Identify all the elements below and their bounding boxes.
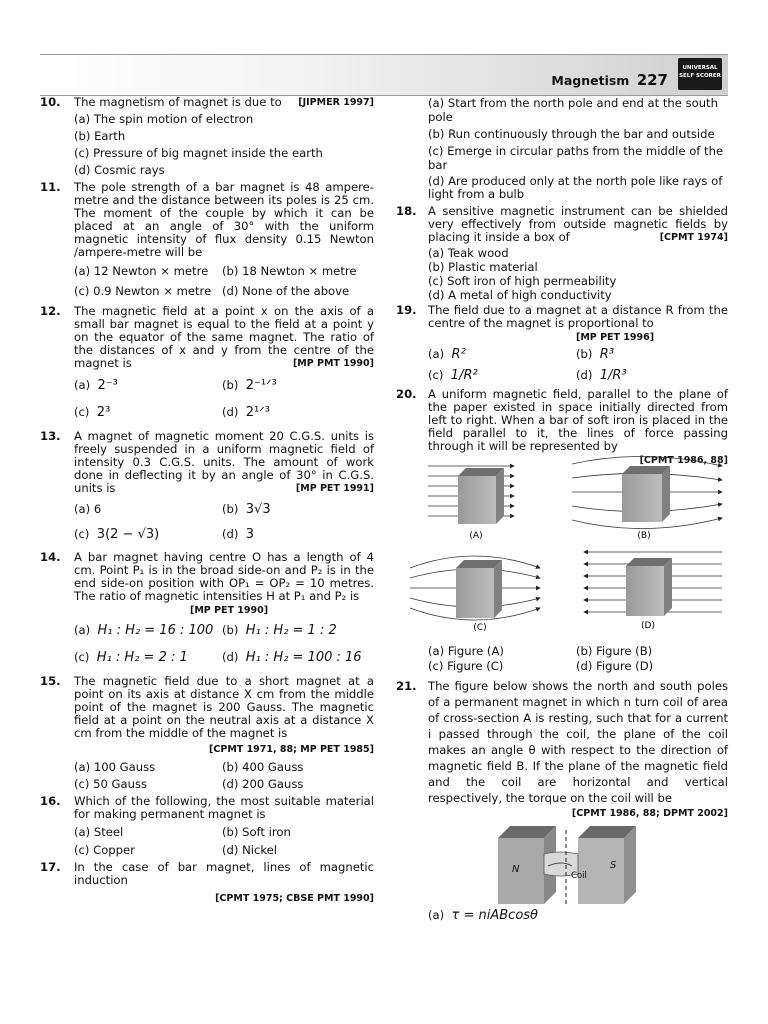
figure-a: [428, 466, 514, 541]
question-12: 12. The magnetic field at a point x on the axis of a small bar magnet is equal to the field at a point y on the equator of the same magnet. The ratio of the distances of x and y from the centre of the magnet is [MP PMT 1990]: [40, 304, 374, 370]
chapter-title: [551, 71, 668, 89]
q19-options-cd: (c) 1/R² (d) 1/R³: [428, 368, 627, 383]
q10-option-b: (b) Earth: [74, 129, 126, 143]
q17-option-d: (d) Are produced only at the north pole like rays of light from a bulb: [428, 174, 723, 201]
question-11: 11. The pole strength of a bar magnet is 48 ampere-metre and the distance between its poles is 25 cm. The moment of the couple by which it can be placed at an angle of 30° with the uniform magnetic intensity of flux density 0.15 Newton /ampere-metre will be: [40, 180, 374, 259]
q21-magnet-figure: [492, 820, 642, 906]
q19-options-ab: (a) R² (b) R³: [428, 347, 615, 362]
figure-c-label: (C): [473, 623, 487, 633]
question-18: 18. A sensitive magnetic instrument can be shielded very effectively from outside magnetic fields by placing it inside a box of [CPMT 1974]: [396, 204, 728, 244]
figure-d: [584, 552, 722, 631]
q15-options-ab: (a) 100 Gauss (b) 400 Gauss: [74, 760, 304, 774]
question-20: 20. A uniform magnetic field, parallel to the plane of the paper existed in space initially directed from left to right. When a bar of soft iron is placed in the field parallel to it, the lines of force passing through it will be represented by: [396, 387, 728, 453]
figure-d-label: (D): [641, 621, 655, 631]
q20-options-cd: (c) Figure (C) (d) Figure (D): [428, 659, 654, 673]
q18-option-b: (b) Plastic material: [428, 260, 538, 274]
q15-reference: [CPMT 1971, 88; MP PET 1985]: [209, 744, 374, 755]
q18-option-d: (d) A metal of high conductivity: [428, 288, 612, 302]
q10-option-c: (c) Pressure of big magnet inside the earth: [74, 146, 323, 160]
q21-reference: [CPMT 1986, 88; DPMT 2002]: [571, 808, 728, 819]
q18-option-c: (c) Soft iron of high permeability: [428, 274, 617, 288]
q18-option-a: (a) Teak wood: [428, 246, 509, 260]
right-column-lower: [396, 644, 728, 820]
q20-figures: [404, 456, 728, 636]
q17-option-c: (c) Emerge in circular paths from the middle of the bar: [428, 144, 724, 172]
coil-label: Coil: [571, 871, 587, 881]
q21-option-a: (a) τ = niABcosθ: [428, 908, 539, 923]
right-column: [396, 96, 728, 467]
figure-c: [410, 556, 540, 633]
figure-a-label: (A): [469, 531, 483, 541]
question-19: 19. The field due to a magnet at a distance R from the centre of the magnet is proportional to: [396, 303, 728, 330]
question-16: 16. Which of the following, the most suitable material for making permanent magnet is: [40, 794, 374, 821]
question-14: 14. A bar magnet having centre O has a length of 4 cm. Point P₁ is in the broad side-on and P₂ is in the end side-on position with OP₁ = OP₂ = 10 metres. The ratio of magnetic intensities H at P₁ and P₂ is: [40, 550, 374, 603]
q12-options-cd: (c) 2³ (d) 2¹ᐟ³: [74, 405, 270, 420]
q17-option-a: (a) Start from the north pole and end at the south pole: [428, 96, 718, 124]
q17-reference: [CPMT 1975; CBSE PMT 1990]: [215, 893, 374, 904]
chapter-name: Magnetism: [551, 73, 630, 88]
left-column: [40, 96, 374, 905]
q14-reference: [MP PET 1990]: [190, 605, 269, 616]
q15-options-cd: (c) 50 Gauss (d) 200 Gauss: [74, 777, 304, 791]
q10-option-a: (a) The spin motion of electron: [74, 112, 254, 126]
north-pole-label: N: [512, 864, 520, 875]
page-header: [40, 54, 728, 96]
q13-options-ab: (a) 6 (b) 3√3: [74, 502, 271, 517]
q20-options-ab: (a) Figure (A) (b) Figure (B): [428, 644, 653, 658]
q13-options-cd: (c) 3(2 − √3) (d) 3: [74, 527, 255, 542]
south-pole-label: S: [610, 860, 617, 871]
question-21: 21. The figure below shows the north and south poles of a permanent magnet in which n turn coil of area of cross-section A is resting, such that for a current i passed through the coil, the plane of the coil makes an angle θ with respect to the direction of magnetic field B. If the plane of the magnetic field and the coil are horizontal and vertical respectively, the torque on the coil will be: [396, 679, 728, 805]
q10-option-d: (d) Cosmic rays: [74, 163, 165, 177]
question-13: 13. A magnet of magnetic moment 20 C.G.S. units is freely suspended in a uniform magnetic field of intensity 0.3 C.G.S. units. The amount of work done in deflecting it by an angle of 30° in C.G.S. units is [MP PET 1991]: [40, 429, 374, 495]
figure-b: [572, 456, 722, 541]
q16-options-cd: (c) Copper (d) Nickel: [74, 843, 278, 857]
question-10: 10. The magnetism of magnet is due to [JIPMER 1997]: [40, 95, 374, 109]
q20-reference: [CPMT 1986, 88]: [639, 455, 728, 466]
figure-b-label: (B): [637, 531, 651, 541]
publisher-logo: UNIVERSAL SELF SCORER: [678, 58, 722, 90]
q11-options-cd: (c) 0.9 Newton × metre (d) None of the above: [74, 284, 350, 298]
q14-options-ab: (a) H₁ : H₂ = 16 : 100 (b) H₁ : H₂ = 1 : 2: [74, 623, 337, 638]
q14-options-cd: (c) H₁ : H₂ = 2 : 1 (d) H₁ : H₂ = 100 : 16: [74, 650, 362, 665]
q19-reference: [MP PET 1996]: [576, 332, 655, 343]
page-number: 227: [636, 71, 668, 89]
q16-options-ab: (a) Steel (b) Soft iron: [74, 825, 291, 839]
question-17: 17. In the case of bar magnet, lines of magnetic induction: [40, 860, 374, 887]
q17-option-b: (b) Run continuously through the bar and outside: [428, 127, 715, 141]
q12-options-ab: (a) 2⁻³ (b) 2⁻¹ᐟ³: [74, 378, 277, 393]
question-15: 15. The magnetic field due to a short magnet at a point on its axis at distance X cm from the middle point of the magnet is 200 Gauss. The magnetic field at a point on the neutral axis at a distance X cm from the middle of the magnet is: [40, 674, 374, 740]
q11-options-ab: (a) 12 Newton × metre (b) 18 Newton × metre: [74, 264, 357, 278]
